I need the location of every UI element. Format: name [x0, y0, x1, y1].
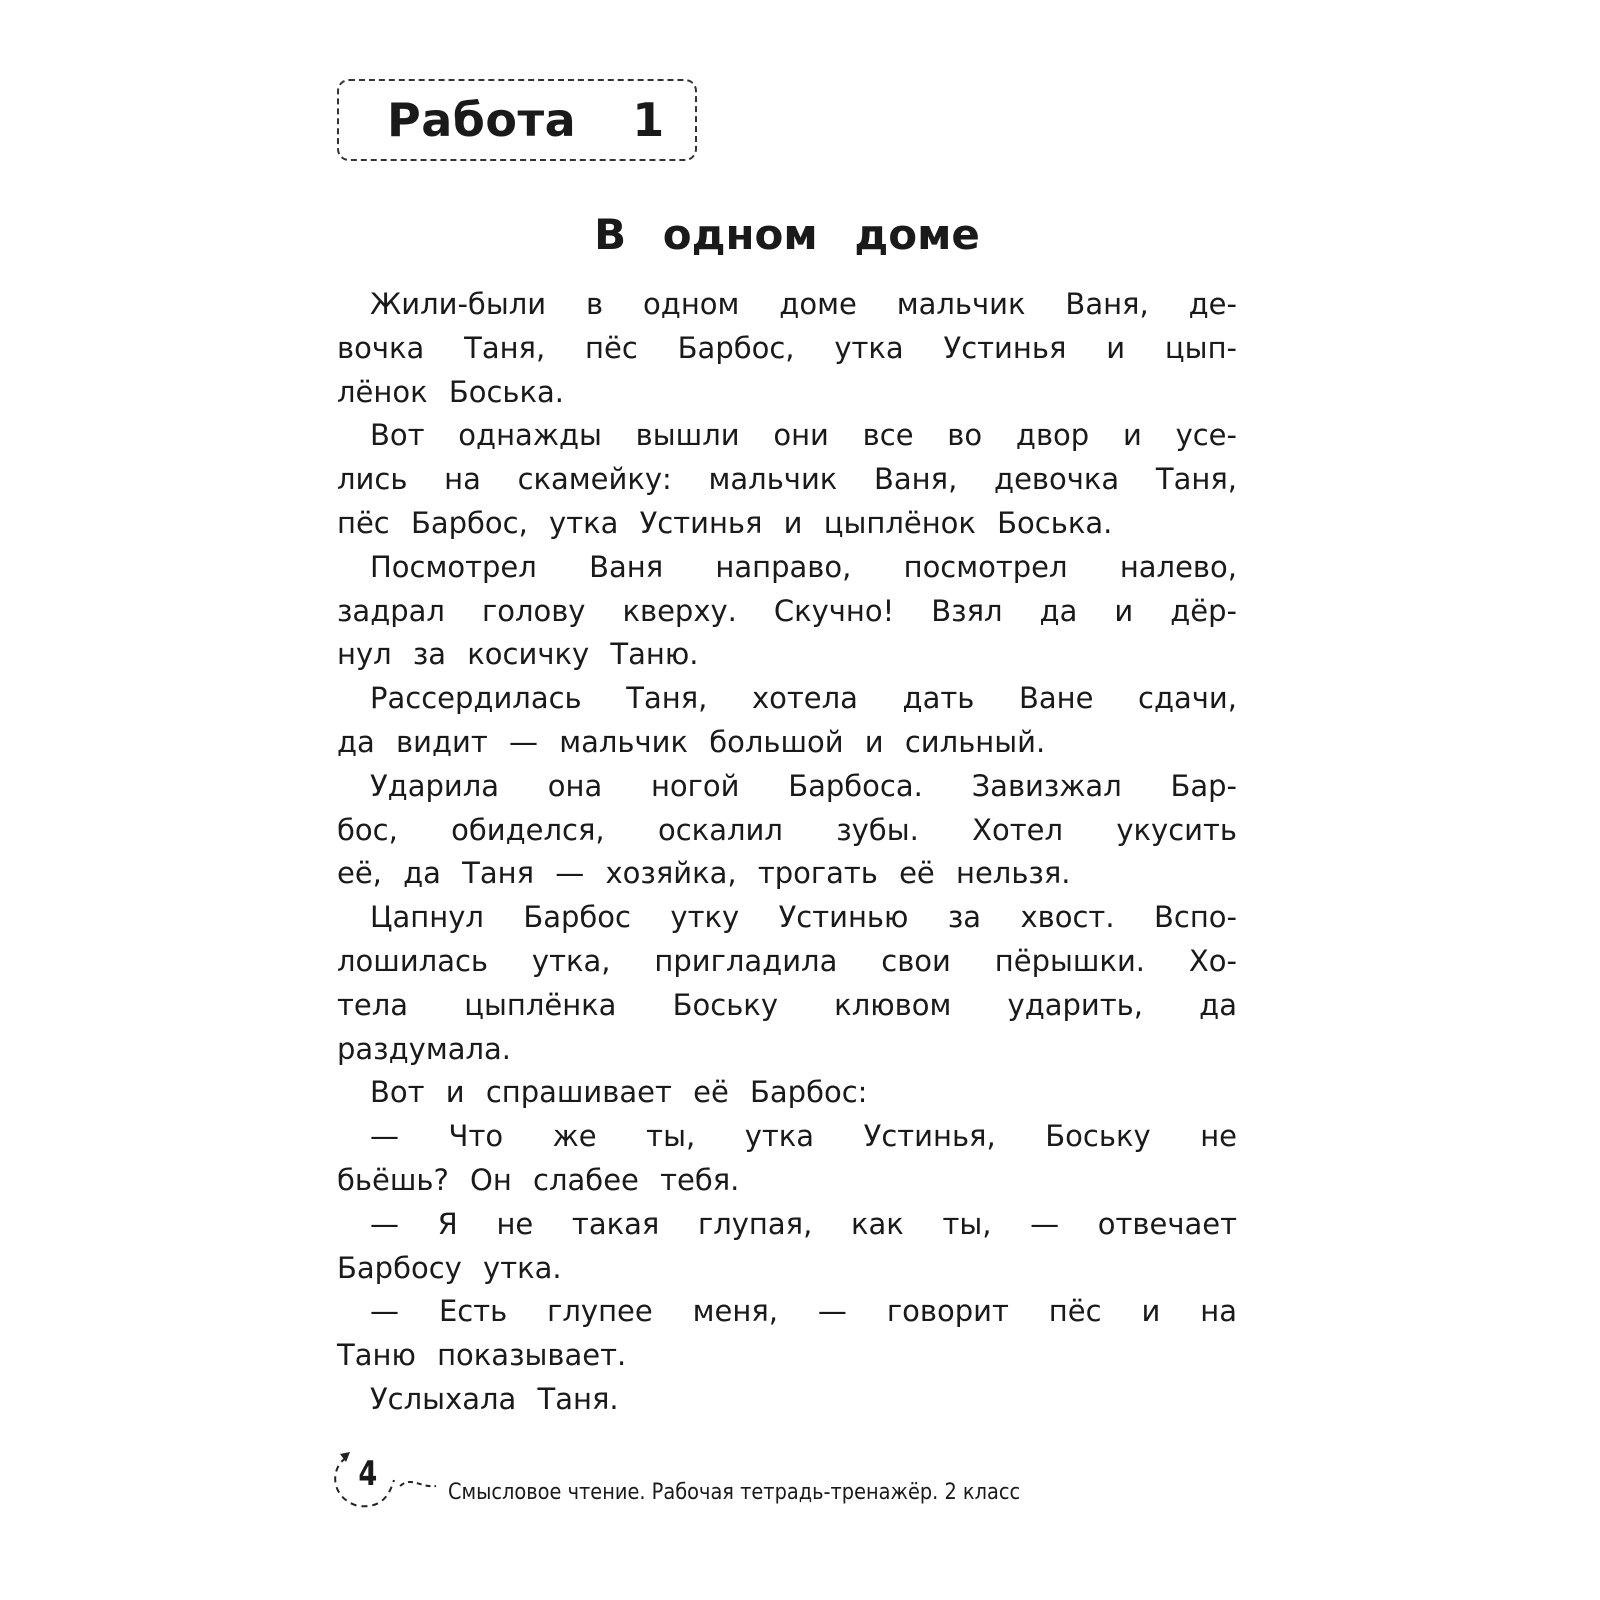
text-line: нул за косичку Таню.	[337, 637, 699, 672]
text-line: Рассердилась Таня, хотела дать Ване сдачи,	[370, 681, 1237, 716]
text-line: да видит — мальчик большой и сильный.	[337, 724, 1046, 759]
text-line: Барбосу утка.	[337, 1250, 562, 1285]
book-title: Смысловое чтение. Рабочая тетрадь-тренажёр. 2 класс	[448, 1480, 1021, 1505]
work-number: 1	[632, 93, 665, 147]
page-footer	[328, 1450, 1088, 1510]
dashed-arrow-icon	[328, 1450, 448, 1510]
text-line: лошилась утка, пригладила свои пёрышки. Хо-	[337, 943, 1237, 978]
story-title: В одном доме	[594, 210, 980, 259]
text-line: — Я не такая глупая, как ты, — отвечает	[370, 1206, 1237, 1241]
text-line: вочка Таня, пёс Барбос, утка Устинья и цып-	[337, 330, 1237, 365]
text-line: раздумала.	[337, 1031, 511, 1066]
text-line: задрал голову кверху. Скучно! Взял да и дёр-	[337, 593, 1237, 628]
work-number-box	[337, 79, 697, 161]
story-text	[337, 283, 1237, 1422]
text-line: её, да Таня — хозяйка, трогать её нельзя.	[337, 856, 1071, 891]
text-line: лёнок Боська.	[337, 374, 564, 409]
text-line: Таню показывает.	[337, 1338, 627, 1373]
text-line: пёс Барбос, утка Устинья и цыплёнок Боська.	[337, 505, 1113, 540]
text-line: Жили-были в одном доме мальчик Ваня, де-	[370, 287, 1237, 321]
text-line: Вот и спрашивает её Барбос:	[370, 1075, 868, 1110]
text-line: Вот однажды вышли они все во двор и усе-	[370, 418, 1237, 453]
text-line: — Что же ты, утка Устинья, Боську не	[370, 1119, 1237, 1154]
text-line: Посмотрел Ваня направо, посмотрел налево,	[370, 549, 1237, 584]
work-label: Работа	[387, 93, 577, 147]
text-line: тела цыплёнка Боську клювом ударить, да	[337, 987, 1237, 1022]
text-line: бос, обиделся, оскалил зубы. Хотел укусить	[337, 812, 1237, 847]
page-number: 4	[358, 1454, 378, 1494]
text-line: лись на скамейку: мальчик Ваня, девочка Таня,	[337, 462, 1237, 497]
text-line: Цапнул Барбос утку Устинью за хвост. Вспо-	[370, 900, 1237, 935]
text-line: Ударила она ногой Барбоса. Завизжал Бар-	[370, 768, 1237, 803]
text-line: Услыхала Таня.	[370, 1381, 619, 1416]
text-line: бьёшь? Он слабее тебя.	[337, 1162, 740, 1197]
text-line: — Есть глупее меня, — говорит пёс и на	[370, 1294, 1237, 1329]
